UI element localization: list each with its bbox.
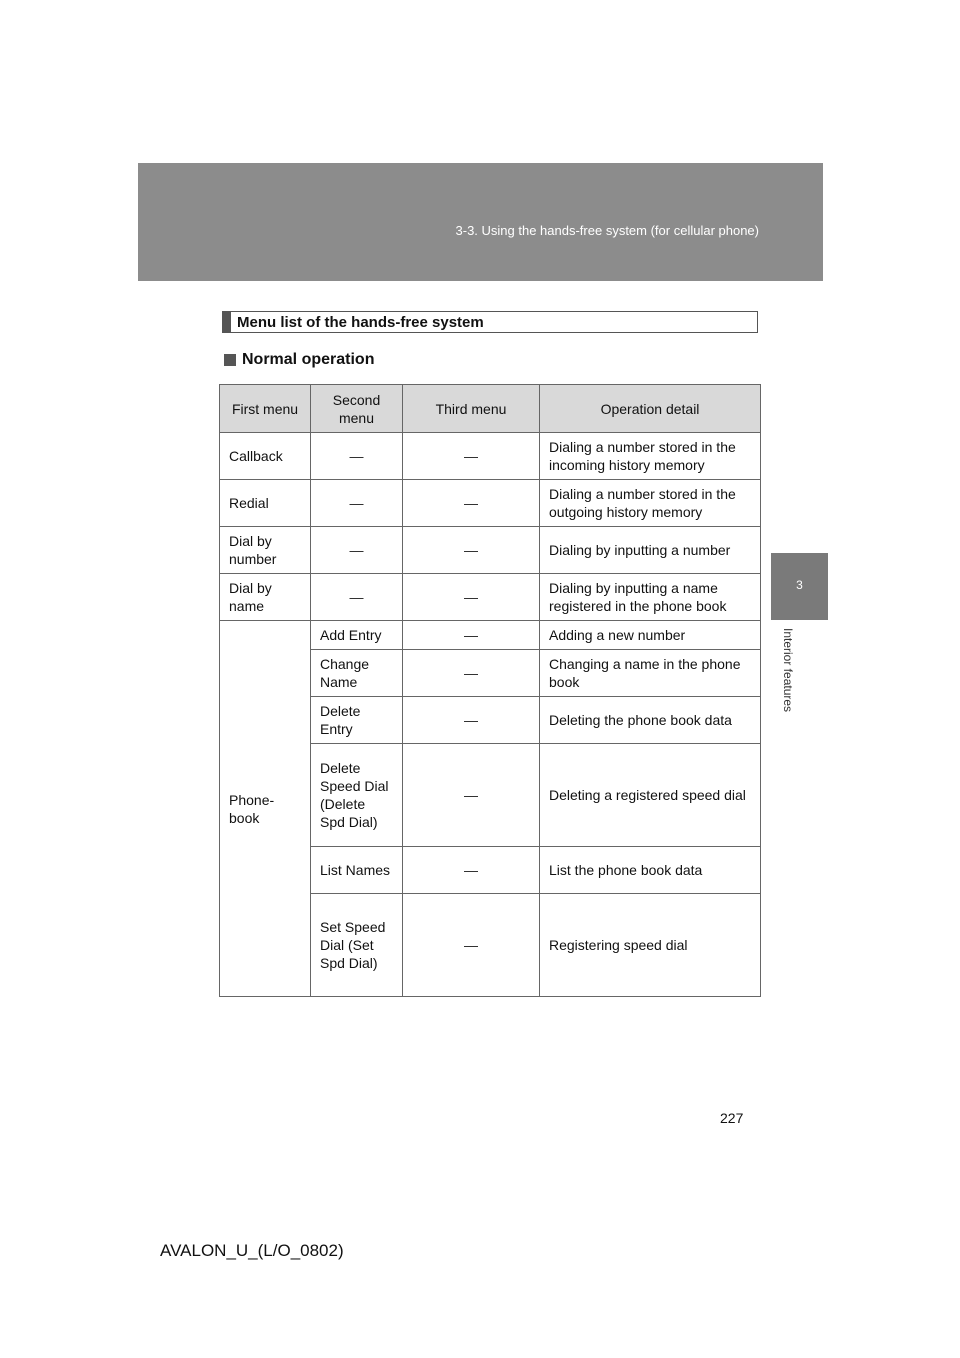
first-menu-cell: Dial by name <box>220 574 311 621</box>
third-menu-cell: — <box>403 621 540 650</box>
second-menu-cell: — <box>311 433 403 480</box>
first-menu-cell: Dial by number <box>220 527 311 574</box>
second-menu-cell: Set Speed Dial (Set Spd Dial) <box>311 894 403 997</box>
first-menu-cell: Redial <box>220 480 311 527</box>
operation-detail-cell: Deleting a registered speed dial <box>540 744 761 847</box>
table-row <box>220 621 761 650</box>
square-bullet-icon <box>224 354 236 366</box>
table-row <box>220 433 761 480</box>
second-menu-cell: — <box>311 574 403 621</box>
chapter-header-band <box>138 163 823 281</box>
second-menu-cell: — <box>311 527 403 574</box>
chapter-side-label <box>781 628 801 748</box>
third-menu-cell: — <box>403 697 540 744</box>
section-heading-text: Menu list of the hands-free system <box>237 313 484 331</box>
chapter-number: 3 <box>796 578 803 592</box>
operation-detail-cell: Deleting the phone book data <box>540 697 761 744</box>
second-menu-cell: Change Name <box>311 650 403 697</box>
chapter-side-tab <box>771 553 828 620</box>
section-heading <box>222 311 758 333</box>
second-menu-cell: Delete Speed Dial (Delete Spd Dial) <box>311 744 403 847</box>
first-menu-cell: Callback <box>220 433 311 480</box>
operation-detail-cell: Dialing by inputting a name registered in the phone book <box>540 574 761 621</box>
operation-detail-cell: Dialing a number stored in the incoming history memory <box>540 433 761 480</box>
second-menu-cell: — <box>311 480 403 527</box>
third-menu-cell: — <box>403 433 540 480</box>
column-header: Second menu <box>311 385 403 433</box>
sub-heading <box>224 351 374 369</box>
column-header: First menu <box>220 385 311 433</box>
operation-detail-cell: Registering speed dial <box>540 894 761 997</box>
section-heading-bar <box>223 312 231 332</box>
column-header: Operation detail <box>540 385 761 433</box>
sub-heading-text: Normal operation <box>242 351 375 368</box>
column-header: Third menu <box>403 385 540 433</box>
table-row <box>220 480 761 527</box>
chapter-title: 3-3. Using the hands-free system (for cellular phone) <box>455 223 759 238</box>
third-menu-cell: — <box>403 480 540 527</box>
operation-detail-cell: Changing a name in the phone book <box>540 650 761 697</box>
document-code: AVALON_U_(L/O_0802) <box>160 1241 344 1260</box>
third-menu-cell: — <box>403 650 540 697</box>
third-menu-cell: — <box>403 744 540 847</box>
table-header-row <box>220 385 761 433</box>
chapter-side-label-text: Interior features <box>781 628 795 713</box>
third-menu-cell: — <box>403 574 540 621</box>
page-number: 227 <box>720 1110 744 1126</box>
operation-detail-cell: Dialing a number stored in the outgoing history memory <box>540 480 761 527</box>
second-menu-cell: Add Entry <box>311 621 403 650</box>
third-menu-cell: — <box>403 847 540 894</box>
second-menu-cell: List Names <box>311 847 403 894</box>
table-row <box>220 574 761 621</box>
first-menu-cell: Phone-book <box>220 621 311 997</box>
second-menu-cell: Delete Entry <box>311 697 403 744</box>
operation-detail-cell: List the phone book data <box>540 847 761 894</box>
third-menu-cell: — <box>403 894 540 997</box>
menu-list-table <box>219 384 761 997</box>
operation-detail-cell: Adding a new number <box>540 621 761 650</box>
third-menu-cell: — <box>403 527 540 574</box>
table-row <box>220 527 761 574</box>
operation-detail-cell: Dialing by inputting a number <box>540 527 761 574</box>
